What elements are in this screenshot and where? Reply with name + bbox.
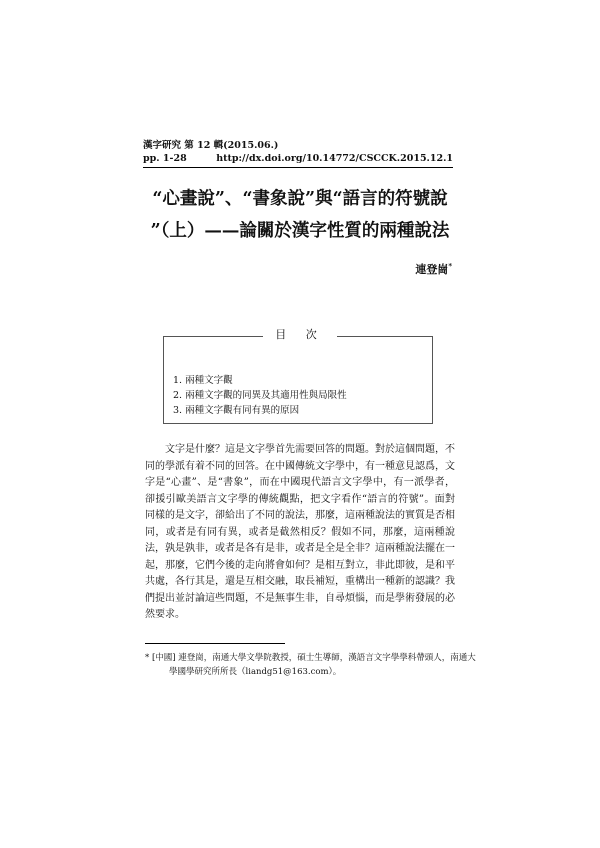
header-rule: [143, 167, 453, 168]
doi-link[interactable]: http://dx.doi.org/10.14772/CSCCK.2015.12.1: [216, 153, 453, 164]
journal-header-meta: [143, 153, 453, 165]
author-footnote-marker: *: [448, 261, 452, 271]
toc-item: 2. 兩種文字觀的同異及其適用性與局限性: [173, 390, 347, 401]
toc-heading: 目 次: [263, 327, 337, 343]
author-footnote: * [中國] 連登崗，南通大學文學院教授，碩士生導師，漢語言文字學學科帶頭人，南通大學國學研究所所長（liandg51@163.com）。: [145, 653, 476, 677]
toc-list: [173, 373, 347, 418]
paper-title-line-1: “心畫說”、“書象說”與“語言的符號說: [152, 189, 448, 209]
toc-item: 3. 兩種文字觀有同有異的原因: [173, 405, 300, 416]
journal-header: [143, 140, 453, 152]
journal-name: 漢字研究 第 12 輯(2015.06.): [143, 140, 279, 151]
toc-item: 1. 兩種文字觀: [173, 375, 233, 386]
author-name: 連登崗: [415, 263, 449, 276]
footnote-rule: [145, 643, 285, 644]
paper-title-line-2: ”（上）——論關於漢字性質的兩種說法: [150, 221, 450, 241]
page-range: pp. 1-28: [143, 153, 187, 164]
body-paragraph: 文字是什麼？這是文字學首先需要回答的問題。對於這個問題，不同的學派有着不同的回答。在中國傳統文字學中，有一種意見認爲，文字是“心畫”、是“書象”，而在中國現代語言文字學中，有一派學者，卻援引歐美語言文字學的傳統觀點，把文字看作“語言的符號”。面對同樣的是文字，卻給出了不同的說法，那麼，這兩種說法的實質是否相同，或者是有同有異，或者是截然相反？假如不同，那麼，這兩種說法，孰是孰非，或者是各有是非，或者是全是全非？這兩種說法擺在一起，那麼，它們今後的走向將會如何？是相互對立，非此即彼，是和平共處，各行其是，還是互相交融，取長補短，重構出一種新的認識？我們提出並討論這些問題，不是無事生非，自尋煩惱，而是學術發展的必然要求。: [145, 444, 455, 620]
author: [415, 261, 452, 277]
